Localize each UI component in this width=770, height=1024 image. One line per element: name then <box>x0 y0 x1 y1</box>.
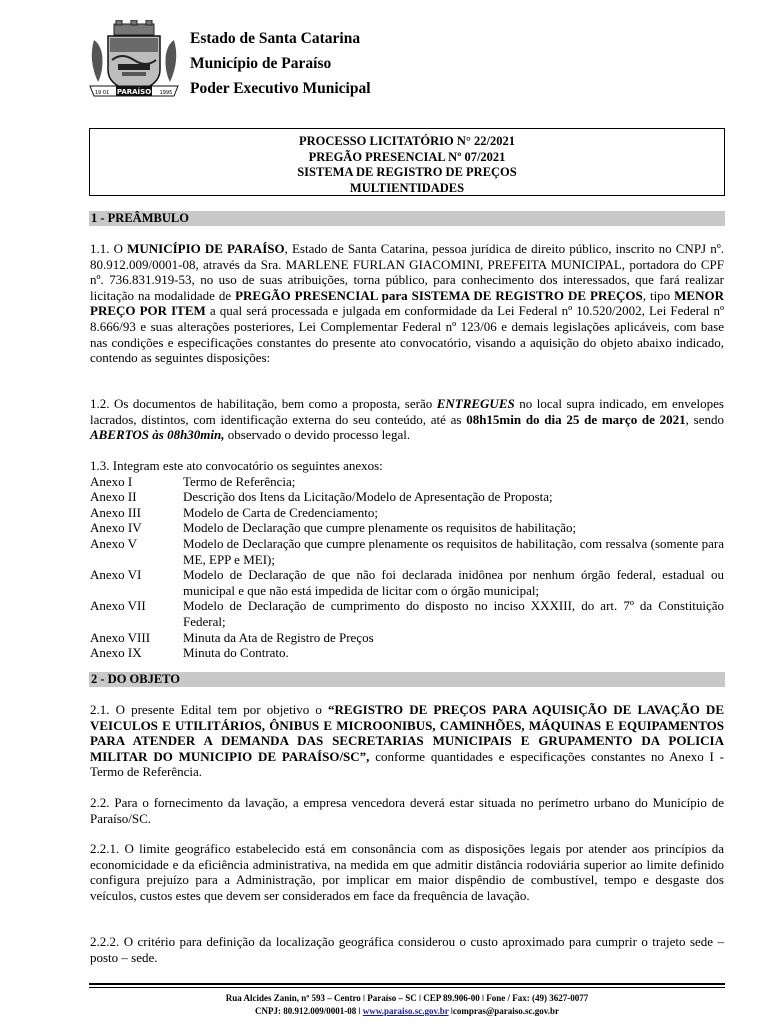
p11-text-a: 1.1. O <box>90 241 128 256</box>
paragraph-2-2-2: 2.2.2. O critério para definição da localização geográfica considerou o custo aproximado para cumprir o trajeto sede – posto – sede. <box>90 934 724 965</box>
paragraph-2-2: 2.2. Para o fornecimento da lavação, a empresa vencedora deverá estar situada no perímetro urbano do Município de Paraíso/SC. <box>90 795 724 826</box>
annex-description: Minuta da Ata de Registro de Preços <box>183 629 374 645</box>
process-title-box <box>89 128 725 196</box>
annex-row <box>90 567 724 598</box>
crest-year-right: 1995 <box>159 90 173 96</box>
annex-intro: 1.3. Integram este ato convocatório os seguintes anexos: <box>90 458 383 473</box>
footer-cnpj: CNPJ: 80.912.009/0001-08 ǀ <box>255 1006 363 1016</box>
website-link[interactable]: www.paraiso.sc.gov.br <box>362 1006 449 1016</box>
process-number: PROCESSO LICITATÓRIO N° 22/2021 <box>298 134 516 148</box>
system-name: SISTEMA DE REGISTRO DE PREÇOS <box>297 165 517 179</box>
annex-code: Anexo IV <box>90 520 142 536</box>
paragraph-1-3 <box>90 458 724 661</box>
p11-municipality: MUNICÍPIO DE PARAÍSO <box>127 241 285 256</box>
annex-code: Anexo III <box>90 504 141 520</box>
municipal-crest-icon <box>88 20 180 102</box>
annex-row <box>90 536 724 567</box>
executive-power: Poder Executivo Municipal <box>190 80 371 97</box>
p21-text-a: 2.1. O presente Edital tem por objetivo o <box>90 702 329 717</box>
p11-text-e: , tipo <box>642 287 675 303</box>
p12-delivered: ENTREGUES <box>436 396 515 411</box>
annex-code: Anexo V <box>90 535 138 551</box>
annex-code: Anexo VIII <box>90 629 151 645</box>
p12-text-a: 1.2. Os documentos de habilitação, bem como a proposta, serão <box>90 396 437 411</box>
annex-row <box>90 520 724 536</box>
annex-code: Anexo VI <box>90 567 142 583</box>
annex-description: Modelo de Declaração que cumpre plenamente os requisitos de habilitação, com ressalva (somente para ME, EPP e MEI); <box>183 535 724 567</box>
p21-text-c: conforme quantidades e especificações constantes no Anexo I - Termo de Referência. <box>90 748 724 780</box>
annex-code: Anexo IX <box>90 645 142 661</box>
p21-object: “REGISTRO DE PREÇOS PARA AQUISIÇÃO DE LAVAÇÃO DE VEICULOS E UTILITÁRIOS, ÔNIBUS E MICROONIBUS, CAMINHÕES, MÁQUINAS E EQUIPAMENTOS PARA ATENDER A DEMANDA DAS SECRETARIAS MUNICIPAIS E GRUPAMENTO DA POLICIA MILITAR DO MUNICIPIO DE PARAÍSO/SC”, <box>90 702 724 764</box>
p11-modality: PREGÃO PRESENCIAL para SISTEMA DE REGISTRO DE PREÇOS <box>235 287 643 303</box>
footer <box>89 992 725 1018</box>
section-heading-object: 2 - DO OBJETO <box>89 672 725 687</box>
state-name: Estado de Santa Catarina <box>190 30 361 47</box>
annex-code: Anexo VII <box>90 598 146 614</box>
paragraph-2-1 <box>90 702 724 780</box>
annex-description: Modelo de Carta de Credenciamento; <box>183 504 378 520</box>
p11-text-c: , Estado de Santa Catarina, pessoa jurídica de direito público, inscrito no CNPJ nº. 80.912.009/0001-08, através da Sra. MARLENE FURLAN GIACOMINI, PREFEITA MUNICIPAL, portadora do CPF nº. 736.831.919-53, no uso de suas atribuições, torna público, para conhecimento dos interessados, que fará realizar licitação na modalidade de <box>90 241 724 303</box>
footer-address: Rua Alcides Zanin, nº 593 – Centro ǀ Paraíso – SC ǀ CEP 89.906-00 ǀ Fone / Fax: (49) 3627-0077 <box>225 993 589 1003</box>
annex-description: Modelo de Declaração que cumpre plenamente os requisitos de habilitação; <box>183 520 577 536</box>
paragraph-1-1 <box>90 241 724 366</box>
multientities-label: MULTIENTIDADES <box>349 180 465 195</box>
paragraph-2-2-1: 2.2.1. O limite geográfico estabelecido está em consonância com as disposições legais por atender aos princípios da economicidade e da eficiência administrativa, na medida em que admitir distância rodoviária superior ao limite definido configura prejuízo para a Administração, por implicar em maior dispêndio de combustível, tempo e desgaste dos veículos, custos estes que devem ser considerados em face da frequência de lavação. <box>90 841 724 903</box>
section-heading-preamble: 1 - PREÂMBULO <box>89 211 725 226</box>
annex-description: Modelo de Declaração de cumprimento do disposto no inciso XXXIII, do art. 7º da Constituição Federal; <box>183 598 724 629</box>
annex-description: Modelo de Declaração de que não foi declarada inidônea por nenhum órgão federal, estadual ou municipal e que não está impedida de licitar com o órgão municipal; <box>183 567 724 598</box>
p11-text-g: a qual será processada e julgada em conformidade da Lei Federal nº 10.520/2002, Lei Federal nº 8.666/93 e suas alterações posteriores, Lei Complementar Federal nº 123/06 e demais legislações aplicáveis, com base nas condições e especificações constantes do presente ato convocatório, visando a aquisição do objeto abaixo indicado, contendo as seguintes disposições: <box>90 303 724 366</box>
annex-row <box>90 645 724 661</box>
p11-type: MENOR PREÇO POR ITEM <box>90 287 724 319</box>
annex-description: Minuta do Contrato. <box>183 645 289 661</box>
annex-code: Anexo II <box>90 489 137 505</box>
footer-contacts <box>89 1005 725 1018</box>
annex-row <box>90 489 724 505</box>
footer-email: ǀcompras@paraiso.sc.gov.br <box>448 1006 559 1016</box>
crest-year-left: 19 01 <box>94 90 110 96</box>
crest-banner-text: PARAÍSO <box>116 88 152 96</box>
p12-text-e: , sendo <box>685 411 724 427</box>
annex-list <box>90 474 724 661</box>
annex-row <box>90 598 724 629</box>
paragraph-1-2 <box>90 396 724 443</box>
annex-code: Anexo I <box>90 473 133 489</box>
auction-number: PREGÃO PRESENCIAL Nº 07/2021 <box>308 149 506 164</box>
footer-divider-thin <box>89 987 725 988</box>
p12-text-g: observado o devido processo legal. <box>224 427 411 443</box>
municipality-name: Município de Paraíso <box>190 55 332 72</box>
letterhead <box>190 26 371 101</box>
annex-description: Descrição dos Itens da Licitação/Modelo de Apresentação de Proposta; <box>183 489 553 505</box>
p12-text-c: no local supra indicado, em envelopes lacrados, distintos, com identificação externa do seu conteúdo, até as <box>90 396 724 427</box>
annex-row <box>90 630 724 646</box>
annex-description: Termo de Referência; <box>183 473 296 489</box>
footer-divider <box>89 983 725 985</box>
annex-row <box>90 505 724 521</box>
annex-row <box>90 474 724 490</box>
p12-deadline: 08h15min do dia 25 de março de 2021 <box>466 411 686 427</box>
p12-opening: ABERTOS às 08h30min, <box>90 427 225 443</box>
